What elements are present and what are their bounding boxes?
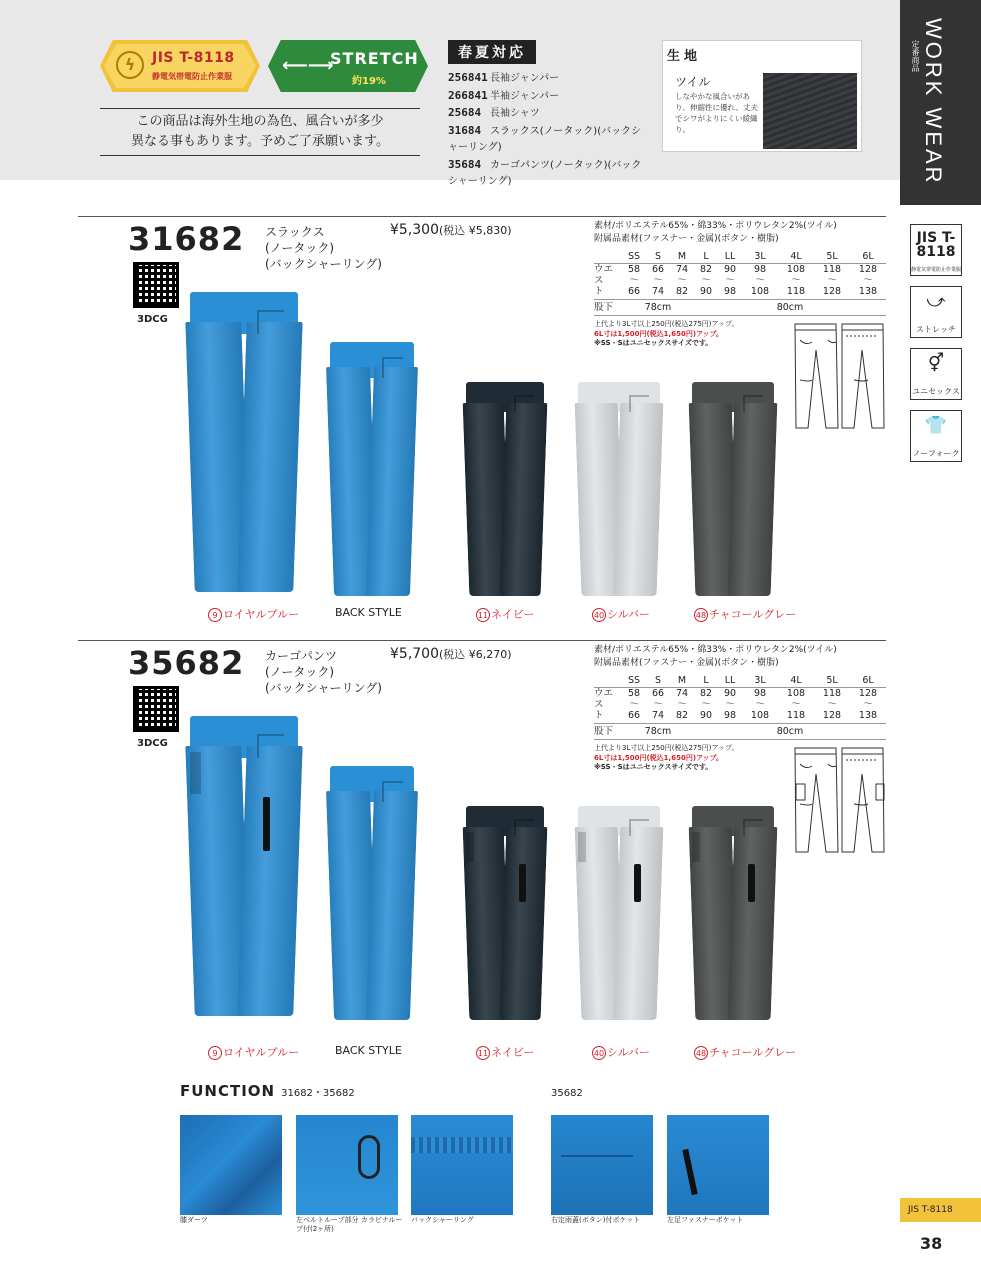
pants-image-back-style: [330, 766, 414, 1020]
jis-badge: [100, 40, 260, 92]
product-name: スラックス (ノータック) (バックシャーリング): [265, 225, 382, 271]
carabiner-icon: [358, 1135, 380, 1179]
waist-max: 108: [742, 710, 778, 724]
waist-min: 128: [858, 688, 878, 699]
waist-max: 138: [850, 710, 886, 724]
color-label: 11 ネイビー: [477, 1046, 535, 1059]
color-label: 40 シルバー: [593, 608, 650, 621]
qr-code[interactable]: [133, 686, 179, 732]
material-text: 素材/ポリエステル65%・綿33%・ポリウレタン2%(ツイル): [594, 221, 837, 231]
waist-min: 98: [753, 264, 767, 275]
inseam-a: 78cm: [622, 300, 694, 316]
waist-min: 58: [627, 264, 641, 275]
unisex-icon: ⚥ ユニセックス: [910, 348, 962, 400]
size-note: 上代より3L寸以上250円(税込275円)アップ。 6L寸は1,500円(税込1,650円)アップ。 ※SS・Sはユニセックスサイズです。: [594, 744, 739, 771]
function-caption: 右定雨蓋(ボタン)付ポケット: [551, 1216, 641, 1224]
double-arrow-icon: ⟵⟶: [282, 55, 334, 76]
jis-badge-title: JIS T-8118: [152, 50, 235, 66]
waist-max: 138: [850, 286, 886, 300]
waist-min: 128: [858, 264, 878, 275]
color-label: 9 ロイヤルブルー: [208, 1044, 299, 1060]
size-header: 3L: [742, 250, 778, 264]
waist-min: 118: [822, 264, 842, 275]
pants-image-color-9: [190, 716, 298, 1016]
waist-min: 82: [699, 264, 713, 275]
product-section-0: [0, 214, 900, 624]
back-style-label: BACK STYLE: [335, 606, 402, 619]
waist-max: 82: [670, 710, 694, 724]
function-caption: 左足ファスナーポケット: [667, 1216, 744, 1224]
size-header: 6L: [850, 674, 886, 688]
color-label: 40 シルバー: [593, 1046, 650, 1059]
waist-max: 118: [778, 286, 814, 300]
size-header: 4L: [778, 250, 814, 264]
stretch-badge-subtitle: 約19%: [352, 76, 386, 87]
qr-label: 3DCG: [137, 314, 168, 325]
color-label: 48 チャコールグレー: [695, 608, 797, 621]
waist-min: 74: [675, 688, 689, 699]
waist-min: 66: [651, 264, 665, 275]
pants-image-color-48: [692, 806, 774, 1020]
product-name: カーゴパンツ (ノータック) (バックシャーリング): [265, 649, 382, 695]
season-box: [448, 40, 648, 191]
color-label: 48 チャコールグレー: [695, 1046, 797, 1059]
waist-min: 82: [699, 688, 713, 699]
jis-badge-subtitle: 静電気帯電防止作業服: [152, 72, 232, 81]
size-header: S: [646, 674, 670, 688]
function-image-knee-dart: [180, 1115, 282, 1215]
zipper-icon: [682, 1149, 697, 1195]
size-header: 3L: [742, 674, 778, 688]
waist-min: 108: [786, 688, 806, 699]
section-rule: [78, 216, 886, 217]
material-text: 素材/ポリエステル65%・綿33%・ポリウレタン2%(ツイル): [594, 645, 837, 655]
fabric-title: 生地: [667, 49, 702, 64]
function-image-flap-pocket: [551, 1115, 653, 1215]
product-price: ¥5,700(税込 ¥6,270): [390, 646, 512, 662]
footer-jis-label: JIS T-8118: [900, 1198, 981, 1222]
season-item: 256841 長袖ジャンパー: [448, 71, 560, 84]
waist-min: 90: [723, 264, 737, 275]
pants-image-color-11: [466, 382, 544, 596]
zipper-pocket: [634, 864, 641, 903]
fabric-swatch-image: [763, 73, 857, 149]
function-image-back-shirring: [411, 1115, 513, 1215]
size-header: S: [646, 250, 670, 264]
function-title: FUNCTION 31682・35682: [180, 1082, 355, 1100]
technical-sketch: [792, 744, 886, 856]
waist-label: ウエ: [594, 688, 614, 699]
accessory-text: 附属品素材(ファスナー・金属)(ボタン・樹脂): [594, 234, 779, 244]
pants-image-color-40: [578, 806, 660, 1020]
size-header: SS: [622, 674, 646, 688]
season-item: 25684 長袖シャツ: [448, 106, 540, 119]
zipper-pocket: [263, 797, 270, 851]
inseam-b: 80cm: [694, 724, 886, 740]
color-label: 9 ロイヤルブルー: [208, 606, 299, 622]
size-header: LL: [718, 250, 742, 264]
waist-max: 90: [694, 710, 718, 724]
product-code: 35682: [128, 644, 245, 682]
back-style-label: BACK STYLE: [335, 1044, 402, 1057]
size-header: 6L: [850, 250, 886, 264]
pants-image-color-48: [692, 382, 774, 596]
waist-max: 128: [814, 286, 850, 300]
pants-image-color-40: [578, 382, 660, 596]
inseam-label: 股下: [594, 724, 622, 740]
size-table: SS S M L LL 3L 4L 5L 6L ウエ 58 66 74 82 90 98 108 118 128 ス 〜 〜 〜 〜 〜 〜 〜 〜 〜 ト 66 74 82 90 98 108 118 128 138 股下 78cm 80cm: [594, 674, 886, 740]
waist-max: 82: [670, 286, 694, 300]
waist-min: 98: [753, 688, 767, 699]
size-header: L: [694, 674, 718, 688]
color-label: 11 ネイビー: [477, 608, 535, 621]
waist-max: 66: [622, 710, 646, 724]
product-price: ¥5,300(税込 ¥5,830): [390, 222, 512, 238]
side-tab: [900, 0, 981, 205]
stretch-badge-title: STRETCH: [330, 49, 419, 68]
size-header: SS: [622, 250, 646, 264]
jis-icon: JIS T-8118 静電気帯電防止作業服: [910, 224, 962, 276]
qr-code[interactable]: [133, 262, 179, 308]
inseam-b: 80cm: [694, 300, 886, 316]
waist-min: 66: [651, 688, 665, 699]
product-code: 31682: [128, 220, 245, 258]
qr-label: 3DCG: [137, 738, 168, 749]
size-header: LL: [718, 674, 742, 688]
fabric-box: [662, 40, 862, 152]
season-item: 266841 半袖ジャンパー: [448, 88, 560, 102]
season-title: 春夏対応: [448, 40, 536, 64]
zipper-pocket: [748, 864, 755, 903]
waist-max: 98: [718, 710, 742, 724]
waist-label: ウエ: [594, 264, 614, 275]
waist-min: 118: [822, 688, 842, 699]
season-item: 35684 カーゴパンツ(ノータック)(バックシャーリング): [448, 157, 642, 187]
waist-max: 74: [646, 710, 670, 724]
waist-max: 74: [646, 286, 670, 300]
page-number: 38: [920, 1234, 943, 1253]
waist-max: 98: [718, 286, 742, 300]
pants-image-color-11: [466, 806, 544, 1020]
waist-max: 128: [814, 710, 850, 724]
waist-min: 108: [786, 264, 806, 275]
lightning-icon: ϟ: [116, 51, 144, 79]
inseam-a: 78cm: [622, 724, 694, 740]
size-header: 4L: [778, 674, 814, 688]
product-section-1: [0, 638, 900, 1059]
function-image-carabiner: [296, 1115, 398, 1215]
season-list: [448, 70, 648, 191]
size-header: 5L: [814, 250, 850, 264]
size-header: M: [670, 674, 694, 688]
size-header: L: [694, 250, 718, 264]
function-sub-code: 35682: [551, 1088, 583, 1099]
waist-max: 108: [742, 286, 778, 300]
function-caption: 膝ダーツ: [180, 1216, 208, 1224]
waist-max: 90: [694, 286, 718, 300]
size-note: 上代より3L寸以上250円(税込275円)アップ。 6L寸は1,500円(税込1,650円)アップ。 ※SS・Sはユニセックスサイズです。: [594, 320, 739, 347]
notice-text: この商品は海外生地の為色、風合いが多少 異なる事もあります。予めご了承願います。: [100, 108, 420, 156]
accessory-text: 附属品素材(ファスナー・金属)(ボタン・樹脂): [594, 658, 779, 668]
technical-sketch: [792, 320, 886, 432]
pants-image-color-9: [190, 292, 298, 592]
size-header: 5L: [814, 674, 850, 688]
function-image-zip-pocket: [667, 1115, 769, 1215]
fabric-name: ツイル: [675, 75, 711, 89]
waist-max: 66: [622, 286, 646, 300]
side-tab-title: WORK WEAR: [921, 18, 946, 186]
stretch-badge: [268, 40, 428, 92]
waist-max: 118: [778, 710, 814, 724]
shirt-icon: 👕 ノーフォーク: [910, 410, 962, 462]
fabric-description: しなやかな風合いがあり、伸縮性に優れ、丈夫でシワがよりにくい綾織り。: [675, 92, 758, 134]
stretch-icon: ⤻ ストレッチ: [910, 286, 962, 338]
function-caption: バックシャーリング: [411, 1216, 474, 1224]
season-item: 31684 スラックス(ノータック)(バックシャーリング): [448, 123, 642, 153]
section-rule: [78, 640, 886, 641]
waist-min: 74: [675, 264, 689, 275]
zipper-pocket: [519, 864, 526, 903]
waist-min: 58: [627, 688, 641, 699]
inseam-label: 股下: [594, 300, 622, 316]
size-header: M: [670, 250, 694, 264]
function-caption: 左ベルトループ部分 カラビナループ付(2ヶ所): [296, 1216, 403, 1233]
pants-image-back-style: [330, 342, 414, 596]
size-table: SS S M L LL 3L 4L 5L 6L ウエ 58 66 74 82 90 98 108 118 128 ス 〜 〜 〜 〜 〜 〜 〜 〜 〜 ト 66 74 82 90 98 108 118 128 138 股下 78cm 80cm: [594, 250, 886, 316]
side-tab-subtitle: 定番商品: [911, 40, 920, 72]
waist-min: 90: [723, 688, 737, 699]
